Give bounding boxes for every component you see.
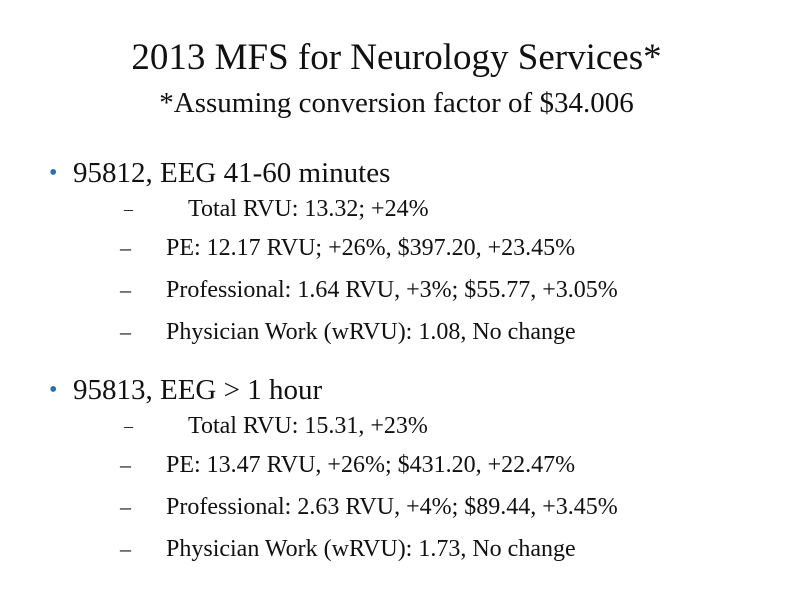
sub-item-text: Physician Work (wRVU): 1.08, No change bbox=[166, 319, 576, 345]
dash-icon: – bbox=[120, 536, 131, 561]
sub-item-text: Physician Work (wRVU): 1.73, No change bbox=[166, 536, 576, 562]
dash-icon: – bbox=[124, 199, 133, 219]
sub-item bbox=[0, 227, 793, 269]
dash-icon: – bbox=[120, 452, 131, 477]
dash-icon: – bbox=[124, 416, 133, 436]
sub-item bbox=[0, 311, 793, 353]
section-95812 bbox=[0, 155, 793, 353]
sub-item-text: PE: 13.47 RVU, +26%; $431.20, +22.47% bbox=[166, 452, 576, 478]
dash-icon: – bbox=[120, 494, 131, 519]
bullet-item bbox=[0, 155, 793, 191]
dash-icon: – bbox=[120, 235, 131, 260]
sub-item-text: Professional: 2.63 RVU, +4%; $89.44, +3.45% bbox=[166, 494, 618, 520]
slide-title: 2013 MFS for Neurology Services* bbox=[131, 37, 662, 78]
bullet-dot-icon: • bbox=[49, 377, 58, 403]
sub-item bbox=[0, 528, 793, 570]
sub-item-text: Total RVU: 15.31, +23% bbox=[188, 413, 428, 439]
dash-icon: – bbox=[120, 319, 131, 344]
sub-item bbox=[0, 191, 793, 227]
sub-item bbox=[0, 269, 793, 311]
bullet-text: 95812, EEG 41-60 minutes bbox=[73, 157, 391, 189]
slide-subtitle: *Assuming conversion factor of $34.006 bbox=[159, 87, 634, 119]
sub-item-text: Professional: 1.64 RVU, +3%; $55.77, +3.05% bbox=[166, 277, 618, 303]
sub-item-text: Total RVU: 13.32; +24% bbox=[188, 196, 429, 222]
section-95813 bbox=[0, 372, 793, 570]
sub-item-text: PE: 12.17 RVU; +26%, $397.20, +23.45% bbox=[166, 235, 576, 261]
bullet-item bbox=[0, 372, 793, 408]
dash-icon: – bbox=[120, 277, 131, 302]
bullet-dot-icon: • bbox=[49, 160, 58, 186]
bullet-text: 95813, EEG > 1 hour bbox=[73, 374, 323, 406]
sub-item bbox=[0, 408, 793, 444]
sub-item bbox=[0, 444, 793, 486]
sub-item bbox=[0, 486, 793, 528]
